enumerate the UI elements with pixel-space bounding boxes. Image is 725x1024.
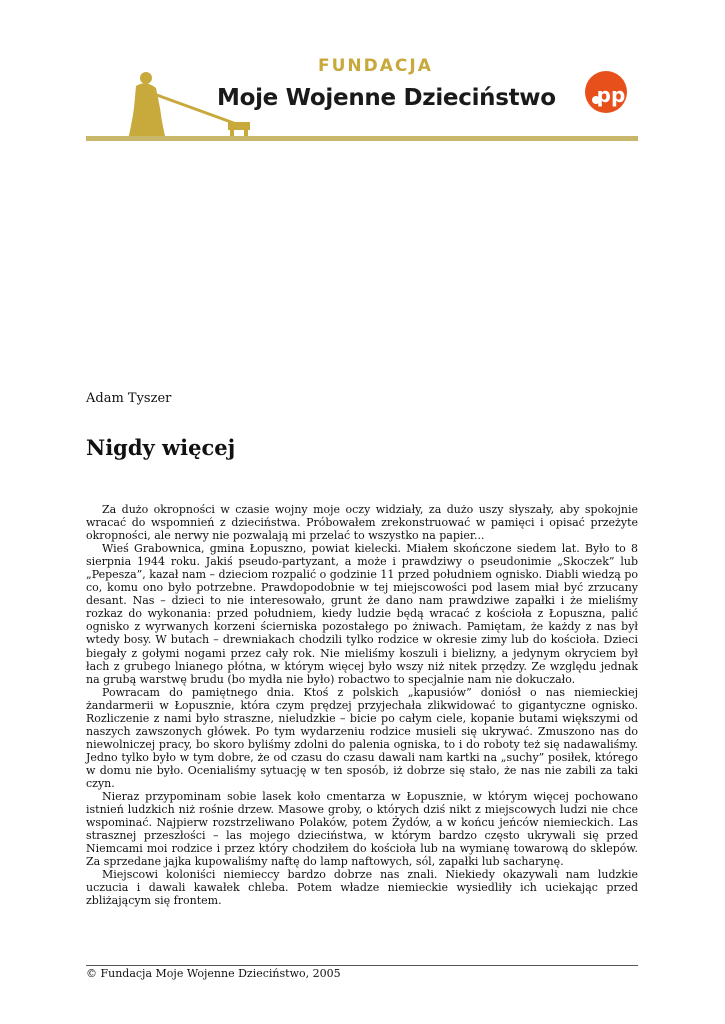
opp-logo-text: pp — [596, 83, 626, 107]
document-title: Nigdy więcej — [86, 435, 236, 460]
header-rule — [86, 136, 638, 141]
paragraph: Za dużo okropności w czasie wojny moje oczy widziały, za dużo uszy słyszały, aby spokojnie wracać do wspomnień z dzieciństwa. Próbowałem zrekonstruować w pamięci i opisać przeżyte okropności, ale nerwy nie pozwalają mi przelać to wszystko na papier... — [86, 503, 638, 543]
page-header — [86, 52, 638, 147]
paragraph: Nieraz przypominam sobie lasek koło cmentarza w Łopusznie, w którym więcej pochowano istnień ludzkich niż rośnie drzew. Masowe groby, o których dziś nikt z miejscowych ludzi nie chce wspominać. Najpierw rozstrzeliwano Polaków, potem Żydów, a w końcu jeńców niemieckich. Las strasznej przeszłości – las mojego dzieciństwa, w którym bardzo często ukrywali się przed Niemcami moi rodzice i przez który chodziłem do kościoła lub na wymianę towarową do sklepów. Za sprzedane jajka kupowaliśmy naftę do lamp naftowych, sól, zapałki lub sacharynę. — [86, 790, 638, 869]
document-body — [86, 503, 638, 907]
foundation-name: Moje Wojenne Dzieciństwo — [217, 85, 556, 111]
paragraph: Miejscowi koloniści niemieccy bardzo dobrze nas znali. Niekiedy okazywali nam ludzkie uczucia i dawali kawałek chleba. Potem władze niemieckie wysiedliły ich uciekając przed zbliżającym się frontem. — [86, 868, 638, 908]
opp-logo-icon — [584, 70, 628, 114]
author-name: Adam Tyszer — [86, 391, 172, 406]
footer-rule — [86, 965, 638, 966]
footer-copyright: © Fundacja Moje Wojenne Dzieciństwo, 2005 — [86, 967, 341, 980]
paragraph: Powracam do pamiętnego dnia. Ktoś z polskich „kapusiów” doniósł o nas niemieckiej żandarmerii w Łopusznie, która czym prędzej przyjechała zlikwidować to gigantyczne ognisko. Rozliczenie z nami było straszne, nieludzkie – bicie po całym ciele, kopanie butami większymi od naszych zawszonych główek. Po tym wydarzeniu rodzice musieli się ukrywać. Zmuszono nas do niewolniczej pracy, bo skoro byliśmy zdolni do palenia ogniska, to i do roboty też się nadawaliśmy. Jedno tylko było w tym dobre, że od czasu do czasu dawali nam kartki na „suchy” posiłek, którego w domu nie było. Ocenialiśmy sytuację w ten sposób, iż dobrze się stało, że nas nie zabili za taki czyn. — [86, 685, 638, 790]
foundation-label: FUNDACJA — [318, 56, 433, 76]
paragraph: Wieś Grabownica, gmina Łopuszno, powiat kielecki. Miałem skończone siedem lat. Było to 8 sierpnia 1944 roku. Jakiś pseudo-partyzant, a może i prawdziwy o pseudonimie „Skoczek” lub „Pepesza”, kazał nam – dzieciom rozpalić o godzinie 11 przed południem ognisko. Diabli wiedzą po co, komu ono było potrzebne. Prawdopodobnie w tej miejscowości pod lasem miał być zrzucany desant. Nas – dzieci to nie interesowało, grunt że dano nam prawdziwe zapałki i że mieliśmy rozkaz do wykonania: przed południem, kiedy ludzie będą wracać z kościoła z Łopuszna, palić ognisko z wyrwanych korzeni ścierniska pozostałego po żniwach. Pamiętam, że każdy z nas był wtedy bosy. W butach – drewniakach chodzili tylko rodzice w okresie zimy lub do kościoła. Dzieci biegały z gołymi nogami przez cały rok. Nie mieliśmy koszuli i bielizny, a jedynym okryciem był łach z grubego lnianego płótna, w którym więcej było wszy niż nitek przędzy. Ze względu jednak na grubą warstwę brudu (bo mydła nie było) robactwo to specjalnie nam nie dokuczało. — [86, 542, 638, 686]
